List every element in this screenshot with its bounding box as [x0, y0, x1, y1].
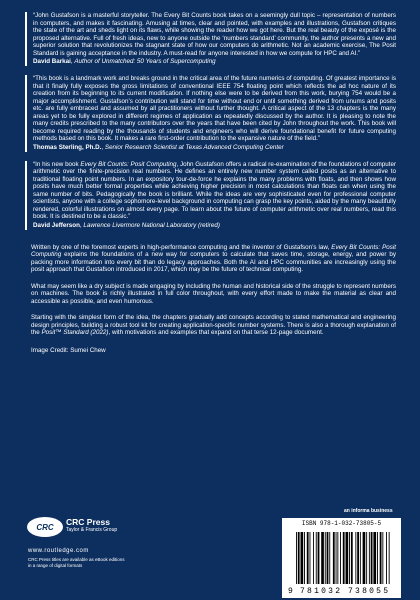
publisher-group: Taylor & Francis Group [66, 527, 118, 533]
isbn-barcode [282, 518, 401, 598]
image-credit: Image Credit: Sumei Chew [31, 346, 106, 354]
informa-tagline: an informa business [344, 508, 393, 514]
endorsement-barkai [25, 12, 396, 66]
endorsement-sterling [25, 75, 396, 152]
barcode-digit-first: 9 [288, 587, 293, 596]
barcode-bar [316, 532, 317, 584]
barcode-digits-left: 781032 [300, 587, 340, 596]
endorsement-attribution: David Barkai, Author of Unmatched: 50 Years of Supercomputing [33, 58, 216, 65]
description-paragraph-3: Starting with the simplest form of the idea, the chapters gradually add concepts according to stated mathematical and engineering design principles, building a robust tool kit for creating application-specific number systems. There is also a thorough explanation of the Posit™ Standard (2022), with motivations and examples that expand on that terse 12-page document. [31, 314, 396, 336]
endorsement-text: “John Gustafson is a masterful storyteller. The Every Bit Counts book takes on a seemingly dull topic – representation of numbers in computers, and makes it fascinating. Amusing at times, clear and pointed, with examples and illustrations, Gustafson critiques the state of the art and sheds light on its flaws, while showing the reader how we got here. But the real beauty of the exposé is the proposed alternative. Full of fresh ideas, new to anyone outside the ‘numbers standard’ community, the author presents a new and superior solution that revolutionizes the stagnant state of how our computers do arithmetic. Not an academic exercise, The Posit Standard is gaining acceptance in the industry. A must-read for anyone interested in how we compute for HPC and AI.” [33, 12, 396, 57]
crc-logo-icon: CRC [27, 517, 63, 537]
publisher-url: www.routledge.com [28, 548, 89, 554]
standard-title: Posit™ Standard (2022) [41, 329, 109, 336]
barcode-bar [327, 532, 329, 584]
publisher-footer [0, 505, 420, 600]
barcode-bar [340, 532, 341, 584]
barcode-bar [313, 532, 314, 584]
barcode-bar [346, 532, 349, 584]
barcode-bar [382, 532, 383, 584]
barcode-bar [343, 532, 345, 584]
endorsement-affiliation: Senior Research Scientist at Texas Advanced Computing Center [104, 143, 284, 151]
endorsement-author: Thomas Sterling, Ph.D. [33, 143, 102, 151]
endorsement-text: “This book is a landmark work and breaks ground in the critical area of the future numerics of computing. Of greatest importance is that it finally fully exposes the gross limitations of conventional IEEE 754 floating point which reflects the ad hoc nature of its creation from its beginning to its current modification. If nothing else were to be derived from this work, burying 754 would be a major accomplishment. Gustafson’s contribution will stand for time without end or until something derived from unums and posits etc. are fully embraced and assumed by all practitioners without further thought. A critical aspect of the 13 chapters is the many areas yet to be fully explored in different regimes of application as repeatedly discussed by the author. It is pleasing to note the many credits prescribed to the many contributors over the years that have been cited by John throughout the work. This book will become required reading by the thousands of students and engineers who will derive foundational benefit for future computing methods based on this book. It makes a rare first-order contribution to the expansive nature of the field.” [33, 75, 396, 142]
barcode-bar [298, 532, 300, 584]
barcode-bar [363, 532, 366, 584]
barcode-bar [296, 532, 297, 584]
description-paragraph-2: What may seem like a dry subject is made engaging by including the human and historical side of the struggle to represent numbers on machines. The book is richly illustrated in full color throughout, with every effort made to make the material as clear and accessible as possible, and even humorous. [31, 282, 396, 305]
barcode-bar [366, 532, 367, 584]
barcode-bar [377, 532, 378, 584]
barcode-bar [325, 532, 326, 584]
barcode-bar [349, 532, 350, 584]
barcode-bar [307, 532, 309, 584]
endorsement-text: “In his new book Every Bit Counts: Posit Computing, John Gustafson offers a radical re-examination of the foundations of computer arithmetic over the finite-precision real numbers. He defines an entirely new number system called posits as an alternative to traditional floating point numbers. In an expository tour-de-force he explains the many problems with floats, and then shows how posits have much better formal properties while achieving higher precision in most calculations than floats can when using the same number of bits. Pedagogically the book is brilliant. While the ideas are very sophisticated even for professional computer scientists, anyone with a college sophomore-level background in computing can grasp the key points, aided by the many beautifully rendered, colorful illustrations on almost every page. To learn about the future of computer arithmetic over real numbers, read this book. It is destined to be a classic.” [33, 160, 397, 220]
description-paragraph-1: Written by one of the foremost experts in high-performance computing and the inventor of Gustafson’s law, Every Bit Counts: Posit Computing explains the foundations of a new way for computers to calculate that saves time, storage, energy, and power by packing more information into every bit than do legacy approaches. Both the AI and HPC communities are increasingly using the posit approach that Gustafson introduced in 2017, which may be the future of technical computing. [31, 243, 396, 273]
ebook-note-line-1: CRC Press titles are available as eBook editions [28, 557, 125, 562]
barcode-bar [336, 532, 337, 584]
barcode-bar [380, 532, 382, 584]
barcode-bar [389, 532, 390, 584]
barcode-icon [286, 530, 397, 596]
barcode-bar [318, 532, 320, 584]
barcode-bar [333, 532, 335, 584]
barcode-bar [357, 532, 359, 584]
isbn-text: ISBN 978-1-032-73805-5 [301, 520, 382, 527]
barcode-bar [369, 532, 370, 584]
barcode-bar [337, 532, 338, 584]
ebook-note-line-2: in a range of digital formats [28, 563, 83, 568]
barcode-bar [360, 532, 361, 584]
endorsement-author: David Jefferson [33, 221, 80, 229]
book-title: Every Bit Counts: Posit Computing [31, 243, 396, 258]
book-title: Every Bit Counts: Posit Computing [80, 160, 177, 168]
barcode-bar [304, 532, 305, 584]
barcode-bar [373, 532, 376, 584]
barcode-bar [355, 532, 356, 584]
barcode-bar [321, 532, 324, 584]
barcode-bar [301, 532, 304, 584]
endorsement-attribution: David Jefferson, Lawrence Livermore National Laboratory (retired) [33, 221, 220, 229]
endorsement-author: David Barkai [33, 58, 71, 65]
barcode-bar [310, 532, 311, 584]
barcode-bar [351, 532, 353, 584]
endorsement-attribution: Thomas Sterling, Ph.D., Senior Research Scientist at Texas Advanced Computing Center [33, 143, 284, 151]
endorsement-affiliation: Author of Unmatched: 50 Years of Supercomputing [74, 58, 216, 65]
endorsement-jefferson [25, 161, 396, 230]
barcode-bar [329, 532, 330, 584]
publisher-name: CRC Press [66, 517, 110, 527]
barcode-digits-right: 738055 [348, 587, 388, 596]
barcode-bar [371, 532, 373, 584]
endorsement-affiliation: Lawrence Livermore National Laboratory (retired) [83, 221, 220, 229]
barcode-bar [386, 532, 387, 584]
